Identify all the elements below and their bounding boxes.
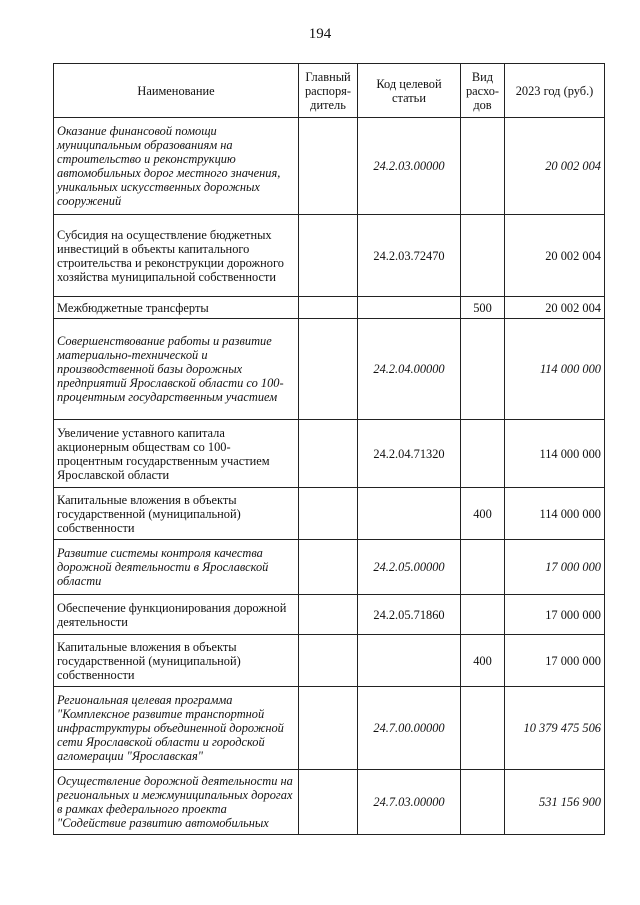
table-header-row xyxy=(54,64,605,118)
row-code: 24.2.04.71320 xyxy=(358,420,461,488)
table-row xyxy=(54,595,605,635)
row-name: Развитие системы контроля качества дорожной деятельности в Ярославской области xyxy=(54,540,299,595)
row-name: Увеличение уставного капитала акционерным обществам со 100-процентным государственным участием Ярославской области xyxy=(54,420,299,488)
header-code: Код целевой статьи xyxy=(358,64,461,118)
row-name: Субсидия на осуществление бюджетных инвестиций в объекты капитального строительства и реконструкции дорожного хозяйства муниципальной собственности xyxy=(54,215,299,297)
row-vr: 400 xyxy=(461,635,505,687)
row-admin xyxy=(299,215,358,297)
table-row xyxy=(54,488,605,540)
row-amount: 17 000 000 xyxy=(505,540,605,595)
row-name: Капитальные вложения в объекты государственной (муниципальной) собственности xyxy=(54,488,299,540)
row-code: 24.7.00.00000 xyxy=(358,687,461,770)
row-amount: 531 156 900 xyxy=(505,770,605,835)
row-amount: 114 000 000 xyxy=(505,420,605,488)
row-vr xyxy=(461,319,505,420)
row-name: Оказание финансовой помощи муниципальным образованиям на строительство и реконструкцию автомобильных дорог местного значения, уникальных искусственных дорожных сооружений xyxy=(54,118,299,215)
table-row xyxy=(54,215,605,297)
header-admin: Главный распоря-дитель xyxy=(299,64,358,118)
row-code xyxy=(358,297,461,319)
row-name: Обеспечение функционирования дорожной деятельности xyxy=(54,595,299,635)
table-row xyxy=(54,687,605,770)
table-row xyxy=(54,297,605,319)
table-row xyxy=(54,319,605,420)
row-vr xyxy=(461,420,505,488)
table-row xyxy=(54,420,605,488)
row-code: 24.2.04.00000 xyxy=(358,319,461,420)
row-name: Осуществление дорожной деятельности на региональных и межмуниципальных дорогах в рамках федерального проекта "Содействие развитию автомобильных xyxy=(54,770,299,835)
row-name: Капитальные вложения в объекты государственной (муниципальной) собственности xyxy=(54,635,299,687)
row-amount: 17 000 000 xyxy=(505,595,605,635)
row-vr: 500 xyxy=(461,297,505,319)
table-row xyxy=(54,540,605,595)
header-vr: Вид расхо-дов xyxy=(461,64,505,118)
row-amount: 10 379 475 506 xyxy=(505,687,605,770)
row-admin xyxy=(299,770,358,835)
row-amount: 20 002 004 xyxy=(505,297,605,319)
table-row xyxy=(54,770,605,835)
row-vr xyxy=(461,118,505,215)
row-code xyxy=(358,488,461,540)
row-name: Региональная целевая программа "Комплексное развитие транспортной инфраструктуры объединенной дорожной сети Ярославской области и городской агломерации "Ярославская" xyxy=(54,687,299,770)
row-admin xyxy=(299,635,358,687)
row-vr: 400 xyxy=(461,488,505,540)
row-admin xyxy=(299,540,358,595)
row-vr xyxy=(461,540,505,595)
row-code: 24.2.05.71860 xyxy=(358,595,461,635)
page-number: 194 xyxy=(308,26,332,42)
header-amount: 2023 год (руб.) xyxy=(505,64,605,118)
budget-table xyxy=(53,63,605,835)
table-row xyxy=(54,635,605,687)
row-amount: 114 000 000 xyxy=(505,488,605,540)
row-vr xyxy=(461,770,505,835)
row-code: 24.2.05.00000 xyxy=(358,540,461,595)
row-admin xyxy=(299,118,358,215)
row-code xyxy=(358,635,461,687)
row-amount: 20 002 004 xyxy=(505,215,605,297)
table-row xyxy=(54,118,605,215)
row-amount: 20 002 004 xyxy=(505,118,605,215)
row-admin xyxy=(299,687,358,770)
row-code: 24.7.03.00000 xyxy=(358,770,461,835)
row-vr xyxy=(461,687,505,770)
header-name: Наименование xyxy=(54,64,299,118)
row-admin xyxy=(299,488,358,540)
row-code: 24.2.03.00000 xyxy=(358,118,461,215)
row-admin xyxy=(299,420,358,488)
row-vr xyxy=(461,595,505,635)
row-name: Межбюджетные трансферты xyxy=(54,297,299,319)
row-code: 24.2.03.72470 xyxy=(358,215,461,297)
row-vr xyxy=(461,215,505,297)
row-name: Совершенствование работы и развитие материально-технической и производственной базы дорожных предприятий Ярославской области со 100-процентным государственным участием xyxy=(54,319,299,420)
row-admin xyxy=(299,297,358,319)
row-admin xyxy=(299,319,358,420)
row-amount: 114 000 000 xyxy=(505,319,605,420)
row-amount: 17 000 000 xyxy=(505,635,605,687)
row-admin xyxy=(299,595,358,635)
